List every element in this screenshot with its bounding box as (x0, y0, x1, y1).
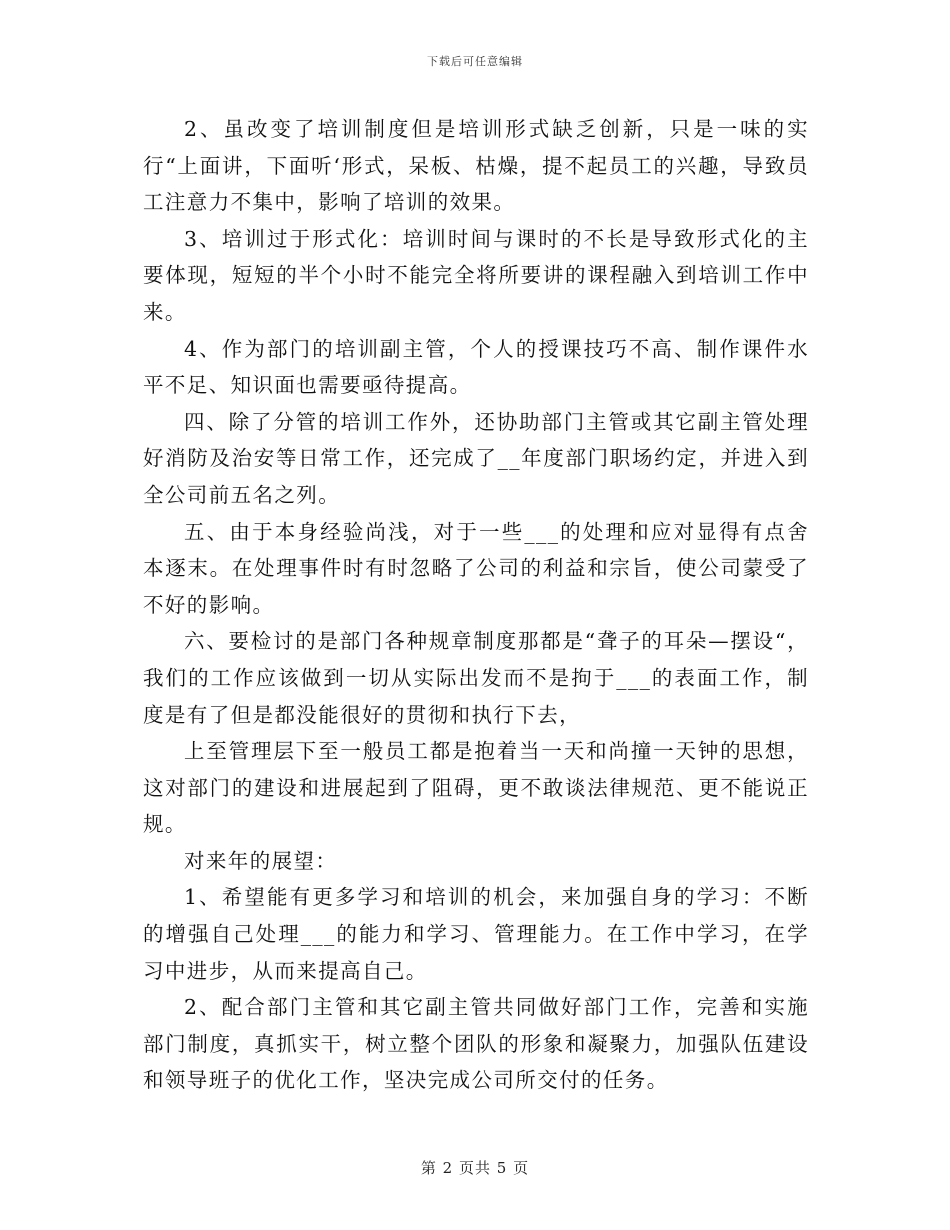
section-heading: 对来年的展望： (184, 848, 338, 873)
paragraph: 五、由于本身经验尚浅，对于一些___的处理和应对显得有点舍本逐末。在处理事件时有时忽略了公司的利益和宗旨，使公司蒙受了不好的影响。 (143, 519, 809, 617)
paragraph: 上至管理层下至一般员工都是抱着当一天和尚撞一天钟的思想，这对部门的建设和进展起到了阻碍，更不敢谈法律规范、更不能说正规。 (143, 739, 809, 837)
paragraph: 4、作为部门的培训副主管，个人的授课技巧不高、制作课件水平不足、知识面也需要亟待提高。 (143, 336, 809, 398)
paragraph: 2、配合部门主管和其它副主管共同做好部门工作，完善和实施部门制度，真抓实干，树立整个团队的形象和凝聚力，加强队伍建设和领导班子的优化工作，坚决完成公司所交付的任务。 (143, 995, 809, 1093)
paragraph: 1、希望能有更多学习和培训的机会，来加强自身的学习：不断的增强自己处理___的能力和学习、管理能力。在工作中学习，在学习中进步，从而来提高自己。 (143, 885, 809, 983)
page-number: 第 2 页共 5 页 (420, 1159, 530, 1177)
page-header: 下载后可任意编辑 (427, 55, 523, 68)
paragraph: 四、除了分管的培训工作外，还协助部门主管或其它副主管处理好消防及治安等日常工作，还完成了__年度部门职场约定，并进入到全公司前五名之列。 (143, 409, 809, 507)
paragraph: 2、虽改变了培训制度但是培训形式缺乏创新，只是一味的实行“上面讲，下面听‘形式，呆板、枯燥，提不起员工的兴趣，导致员工注意力不集中，影响了培训的效果。 (143, 117, 809, 215)
document-body (143, 111, 809, 1099)
paragraph: 3、培训过于形式化：培训时间与课时的不长是导致形式化的主要体现，短短的半个小时不能完全将所要讲的课程融入到培训工作中来。 (143, 226, 809, 324)
paragraph: 六、要检讨的是部门各种规章制度那都是“聋子的耳朵—摆设“，我们的工作应该做到一切从实际出发而不是拘于___的表面工作，制度是有了但是都没能很好的贯彻和执行下去， (143, 629, 809, 727)
